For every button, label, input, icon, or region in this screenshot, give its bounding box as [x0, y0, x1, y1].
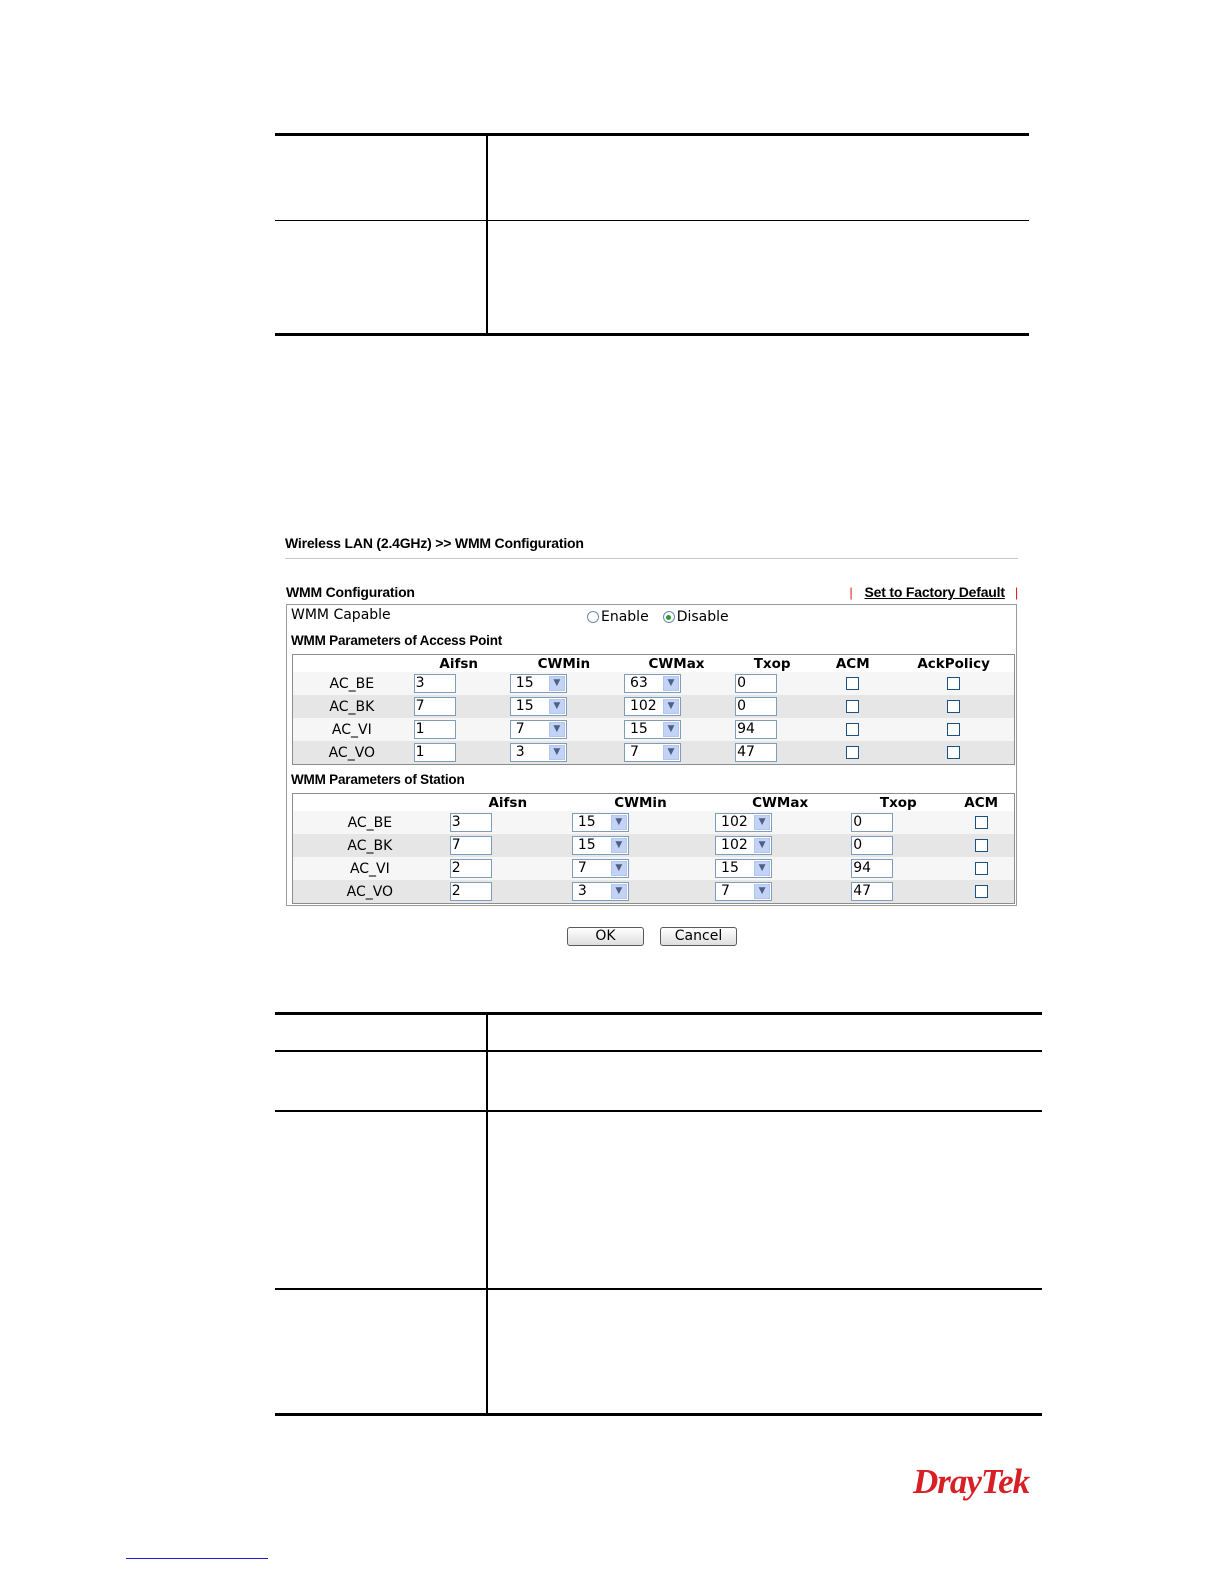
cwmin-select[interactable]: [510, 697, 567, 716]
txop-input[interactable]: 0: [735, 697, 777, 716]
cwmax-cell: [621, 695, 732, 718]
radio-circle-icon: [587, 611, 599, 623]
cwmax-cell: [712, 857, 848, 880]
chevron-down-icon: ▼: [549, 722, 565, 737]
acm-checkbox[interactable]: [846, 700, 859, 713]
txop-input[interactable]: 94: [851, 859, 893, 878]
ok-button[interactable]: OK: [567, 927, 644, 946]
breadcrumb: Wireless LAN (2.4GHz) >> WMM Configuration: [285, 535, 584, 551]
column-header: Aifsn: [439, 655, 479, 672]
table-row: [293, 857, 1015, 880]
cwmin-select[interactable]: [510, 720, 567, 739]
aifsn-input[interactable]: 7: [414, 697, 456, 716]
aifsn-cell: [447, 811, 569, 834]
chevron-down-icon: ▼: [754, 861, 770, 876]
table-cell: [275, 221, 487, 335]
acm-checkbox[interactable]: [846, 746, 859, 759]
chevron-down-icon: ▼: [663, 676, 679, 691]
acm-cell: [812, 741, 893, 765]
section-header: [285, 584, 1018, 604]
cwmin-select[interactable]: [572, 813, 629, 832]
txop-cell: [732, 672, 812, 695]
cwmax-cell: [621, 741, 732, 765]
cwmin-cell: [569, 880, 712, 904]
table-row: [293, 672, 1015, 695]
table-row: [293, 811, 1015, 834]
ackpolicy-cell: [893, 672, 1014, 695]
ackpolicy-cell: [893, 718, 1014, 741]
txop-cell: [732, 718, 812, 741]
cwmin-select-value: 15: [515, 698, 534, 714]
disable-label: Disable: [676, 609, 729, 625]
cwmin-select-value: 15: [577, 837, 596, 853]
chevron-down-icon: ▼: [549, 676, 565, 691]
ackpolicy-checkbox[interactable]: [947, 746, 960, 759]
cwmax-select-value: 7: [629, 744, 639, 760]
column-header: CWMax: [752, 794, 809, 811]
row-label: AC_BK: [293, 695, 411, 718]
top-description-table: [275, 133, 1029, 336]
aifsn-cell: [447, 834, 569, 857]
table-row: [293, 741, 1015, 765]
cwmin-select[interactable]: [510, 674, 567, 693]
table-row: [293, 834, 1015, 857]
aifsn-input[interactable]: 3: [414, 674, 456, 693]
cwmin-select-value: 7: [515, 721, 525, 737]
aifsn-cell: [411, 718, 507, 741]
cwmax-cell: [712, 834, 848, 857]
row-label: AC_VI: [293, 718, 411, 741]
form-buttons: [567, 927, 737, 946]
aifsn-input[interactable]: 1: [414, 743, 456, 762]
cwmax-select[interactable]: [624, 674, 681, 693]
section-title: WMM Configuration: [286, 584, 415, 600]
txop-cell: [848, 880, 948, 904]
txop-input[interactable]: 0: [851, 813, 893, 832]
acm-checkbox[interactable]: [975, 885, 988, 898]
wmm-config-panel: [285, 533, 1020, 944]
aifsn-input[interactable]: 3: [450, 813, 492, 832]
cancel-button[interactable]: Cancel: [660, 927, 737, 946]
chevron-down-icon: ▼: [549, 699, 565, 714]
cwmax-select-value: 7: [721, 883, 730, 899]
cwmax-select[interactable]: [715, 882, 772, 901]
acm-checkbox[interactable]: [846, 677, 859, 690]
chevron-down-icon: ▼: [663, 699, 679, 714]
column-header: [293, 655, 411, 673]
cwmin-select[interactable]: [572, 882, 629, 901]
column-header: [293, 794, 447, 812]
cwmax-select[interactable]: [624, 697, 681, 716]
separator: |: [1014, 585, 1018, 600]
cwmax-select-value: 15: [629, 721, 648, 737]
cwmin-cell: [569, 834, 712, 857]
acm-cell: [948, 857, 1014, 880]
aifsn-input[interactable]: 7: [450, 836, 492, 855]
acm-checkbox[interactable]: [846, 723, 859, 736]
cwmin-select-value: 7: [577, 860, 587, 876]
aifsn-cell: [411, 695, 507, 718]
column-header: CWMin: [537, 655, 591, 672]
cwmin-cell: [507, 672, 621, 695]
acm-cell: [948, 834, 1014, 857]
table-cell: [487, 1051, 1042, 1111]
disable-radio[interactable]: [663, 609, 729, 625]
cwmin-select-value: 15: [515, 675, 534, 691]
table-cell: [487, 1014, 1042, 1052]
column-header: Txop: [879, 794, 917, 811]
factory-default-group: [849, 584, 1018, 600]
cwmin-cell: [507, 718, 621, 741]
aifsn-cell: [447, 857, 569, 880]
chevron-down-icon: ▼: [611, 861, 627, 876]
column-header: Txop: [753, 655, 791, 672]
acm-checkbox[interactable]: [975, 862, 988, 875]
acm-cell: [948, 880, 1014, 904]
ackpolicy-cell: [893, 741, 1014, 765]
txop-input[interactable]: 47: [851, 882, 893, 901]
cwmin-select[interactable]: [510, 743, 567, 762]
txop-cell: [732, 741, 812, 765]
txop-input[interactable]: 0: [735, 674, 777, 693]
chevron-down-icon: ▼: [754, 815, 770, 830]
table-cell: [487, 1289, 1042, 1415]
chevron-down-icon: ▼: [611, 884, 627, 899]
table-cell: [275, 1111, 487, 1289]
cwmax-select-value: 63: [629, 675, 648, 691]
enable-label: Enable: [601, 609, 649, 625]
cwmax-select-value: 102: [721, 814, 748, 830]
cwmin-cell: [507, 741, 621, 765]
cwmin-select[interactable]: [572, 836, 629, 855]
cwmax-select-value: 102: [629, 698, 657, 714]
column-header: CWMin: [614, 794, 667, 811]
table-cell: [487, 1111, 1042, 1289]
cwmax-select[interactable]: [715, 813, 772, 832]
ap-params-title: WMM Parameters of Access Point: [291, 633, 503, 648]
table-cell: [275, 135, 487, 221]
wmm-capable-label: WMM Capable: [291, 607, 391, 623]
cwmax-cell: [621, 672, 732, 695]
aifsn-input[interactable]: 2: [450, 882, 492, 901]
chevron-down-icon: ▼: [549, 745, 565, 760]
ackpolicy-checkbox[interactable]: [947, 700, 960, 713]
table-row: [293, 695, 1015, 718]
table-cell: [487, 221, 1029, 335]
cwmin-cell: [569, 857, 712, 880]
aifsn-cell: [411, 741, 507, 765]
cwmax-cell: [712, 811, 848, 834]
cwmin-select-value: 3: [577, 883, 587, 899]
column-header: ACM: [964, 794, 999, 811]
ackpolicy-cell: [893, 695, 1014, 718]
cwmax-cell: [621, 718, 732, 741]
chevron-down-icon: ▼: [663, 745, 679, 760]
wmm-capable-radios: [587, 609, 729, 625]
separator: |: [849, 585, 853, 600]
station-params-table: [292, 793, 1015, 904]
chevron-down-icon: ▼: [611, 815, 627, 830]
aifsn-cell: [447, 880, 569, 904]
acm-cell: [812, 672, 893, 695]
station-params-title: WMM Parameters of Station: [291, 772, 465, 787]
row-label: AC_VI: [293, 857, 447, 880]
cwmax-cell: [712, 880, 848, 904]
wmm-frame: [286, 604, 1017, 906]
cwmin-select-value: 15: [577, 814, 596, 830]
footer-link-underline: [126, 1558, 268, 1559]
row-label: AC_VO: [293, 880, 447, 904]
txop-input[interactable]: 47: [735, 743, 777, 762]
acm-checkbox[interactable]: [975, 839, 988, 852]
row-label: AC_BE: [293, 811, 447, 834]
table-row: [293, 880, 1015, 904]
ackpolicy-checkbox[interactable]: [947, 723, 960, 736]
cwmax-select[interactable]: [715, 859, 772, 878]
chevron-down-icon: ▼: [611, 838, 627, 853]
ap-params-table: [292, 654, 1015, 765]
txop-cell: [848, 834, 948, 857]
txop-cell: [848, 811, 948, 834]
factory-default-link[interactable]: Set to Factory Default: [864, 584, 1005, 600]
cwmax-select[interactable]: [624, 743, 681, 762]
column-header: CWMax: [648, 655, 705, 672]
cwmin-select[interactable]: [572, 859, 629, 878]
txop-input[interactable]: 94: [735, 720, 777, 739]
txop-cell: [848, 857, 948, 880]
row-label: AC_VO: [293, 741, 411, 765]
draytek-logo: DrayTek: [913, 1462, 1030, 1501]
table-cell: [275, 1289, 487, 1415]
column-header: AckPolicy: [917, 655, 990, 672]
table-cell: [487, 135, 1029, 221]
chevron-down-icon: ▼: [754, 884, 770, 899]
acm-cell: [948, 811, 1014, 834]
table-row: [293, 718, 1015, 741]
table-cell: [275, 1051, 487, 1111]
aifsn-cell: [411, 672, 507, 695]
txop-cell: [732, 695, 812, 718]
aifsn-input[interactable]: 2: [450, 859, 492, 878]
ackpolicy-checkbox[interactable]: [947, 677, 960, 690]
row-label: AC_BK: [293, 834, 447, 857]
aifsn-input[interactable]: 1: [414, 720, 456, 739]
table-cell: [275, 1014, 487, 1052]
column-header: Aifsn: [488, 794, 528, 811]
acm-cell: [812, 695, 893, 718]
radio-selected-icon: [663, 611, 675, 623]
column-header: ACM: [835, 655, 870, 672]
row-label: AC_BE: [293, 672, 411, 695]
cwmin-cell: [569, 811, 712, 834]
breadcrumb-divider: [285, 558, 1018, 559]
txop-input[interactable]: 0: [851, 836, 893, 855]
cwmax-select-value: 15: [721, 860, 739, 876]
cwmin-select-value: 3: [515, 744, 525, 760]
cwmax-select-value: 102: [721, 837, 748, 853]
chevron-down-icon: ▼: [754, 838, 770, 853]
bottom-description-table: [275, 1012, 1042, 1416]
cwmax-select[interactable]: [715, 836, 772, 855]
acm-cell: [812, 718, 893, 741]
chevron-down-icon: ▼: [663, 722, 679, 737]
enable-radio[interactable]: [587, 609, 649, 625]
acm-checkbox[interactable]: [975, 816, 988, 829]
cwmin-cell: [507, 695, 621, 718]
cwmax-select[interactable]: [624, 720, 681, 739]
